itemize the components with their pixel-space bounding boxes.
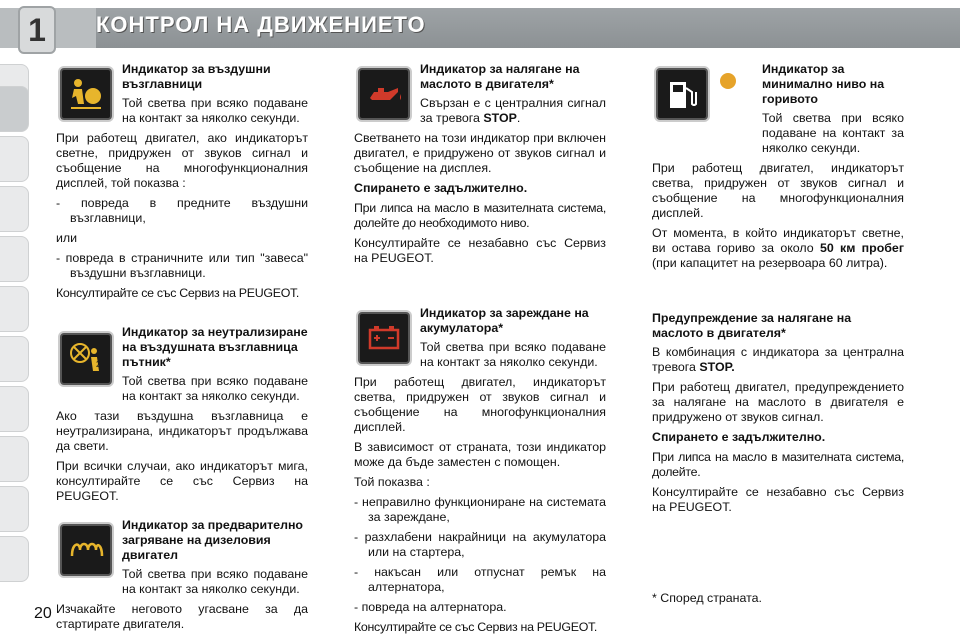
passenger-airbag-off-icon bbox=[60, 333, 112, 385]
fuel-range: 50 км пробег bbox=[819, 241, 904, 255]
oilwarn-title: Предупреждение за налягане на маслото в двигателя* bbox=[652, 311, 852, 340]
oilwarn-p2: При работещ двигател, предупреждението за налягане на маслото в двигателя е придружено от звуков сигнал. bbox=[652, 380, 904, 424]
passenger-airbag-section bbox=[56, 325, 308, 504]
fuel-intro: Той светва при всяко подаване на контакт за няколко секунди. bbox=[762, 111, 904, 155]
airbag-intro: Той светва при всяко подаване на контакт за няколко секунди. bbox=[122, 96, 308, 125]
chapter-tab[interactable] bbox=[0, 536, 29, 582]
battery-li2: - разхлабени накрайници на акумулатора или на стартера, bbox=[354, 530, 606, 559]
chapter-tab[interactable] bbox=[0, 236, 29, 282]
airbag-p1: При работещ двигател, ако индикаторът светне, придружен от звуков сигнал и съобщение на многофункционалния дисплей, той показва : bbox=[56, 131, 308, 190]
header bbox=[0, 0, 960, 60]
column-2 bbox=[354, 62, 606, 640]
airbag-or: или bbox=[56, 231, 78, 245]
footnote: * Според страната. bbox=[652, 591, 762, 605]
oil-intro: Свързан е с централния сигнал за тревога STOP. bbox=[420, 96, 606, 125]
chapter-tab-active[interactable] bbox=[0, 86, 29, 132]
battery-intro: Той светва при всяко подаване на контакт за няколко секунди. bbox=[420, 340, 606, 369]
column-3 bbox=[652, 62, 904, 520]
chapter-tab[interactable] bbox=[0, 386, 29, 432]
chapter-sidebar bbox=[0, 64, 30, 604]
passenger-intro: Той светва при всяко подаване на контакт за няколко секунди. bbox=[122, 374, 308, 403]
page-number: 20 bbox=[34, 605, 52, 622]
oil-p3: Консултирайте се незабавно със Сервиз на PEUGEOT. bbox=[354, 236, 606, 265]
chapter-tab[interactable] bbox=[0, 486, 29, 532]
chapter-tab[interactable] bbox=[0, 136, 29, 182]
airbag-li1: - повреда в предните въздушни възглавници, bbox=[56, 196, 308, 225]
battery-p2: В зависимост от страната, този индикатор може да бъде заместен с помощен. bbox=[354, 440, 606, 469]
glow-intro: Той светва при всяко подаване на контакт за няколко секунди. bbox=[122, 567, 308, 596]
oil-section bbox=[354, 62, 606, 266]
oilwarn-p1: В комбинация с индикатора за централна тревога STOP. bbox=[652, 345, 904, 374]
battery-li3: - накъсан или отпуснат ремък на алтернатора, bbox=[354, 565, 606, 594]
passenger-title: Индикатор за неутрализиране на въздушната възглавница пътник* bbox=[122, 325, 308, 369]
battery-charge-icon bbox=[358, 312, 410, 364]
oil-pressure-icon bbox=[358, 68, 410, 120]
passenger-p1: Ако тази въздушна възглавница е неутрализирана, индикаторът продължава да свети. bbox=[56, 409, 308, 453]
oil-p1: Светването на този индикатор при включен двигател, е придружено от звуков сигнал и съобщение на дисплея. bbox=[354, 131, 606, 175]
oil-p2: При липса на масло в мазителната система, долейте до необходимото ниво. bbox=[354, 201, 606, 230]
passenger-p2: При всички случаи, ако индикаторът мига, консултирайте се със Сервиз на PEUGEOT. bbox=[56, 459, 308, 503]
airbag-warning-icon bbox=[60, 68, 112, 120]
fuel-pump-icon bbox=[656, 68, 708, 120]
fuel-p1: При работещ двигател, индикаторът светва, придружен от звуков сигнал и съобщение на многофункционалния дисплей. bbox=[652, 161, 904, 220]
chapter-tab[interactable] bbox=[0, 286, 29, 332]
stop-label: STOP bbox=[483, 111, 517, 125]
page-title: КОНТРОЛ НА ДВИЖЕНИЕТО bbox=[96, 12, 426, 37]
oil-title: Индикатор за налягане на маслото в двигателя* bbox=[420, 62, 580, 91]
oilwarn-sub: Спирането е задължително. bbox=[652, 430, 826, 444]
oil-warning-section bbox=[652, 311, 904, 515]
glow-plug-section bbox=[56, 518, 308, 632]
battery-li4: - повреда на алтернатора. bbox=[354, 600, 507, 614]
chapter-tab[interactable] bbox=[0, 436, 29, 482]
battery-section bbox=[354, 306, 606, 635]
glow-plug-icon bbox=[60, 524, 112, 576]
chapter-number: 1 bbox=[18, 6, 56, 54]
airbag-section bbox=[56, 62, 308, 301]
airbag-title: Индикатор за въздушни възглавници bbox=[122, 62, 271, 91]
column-1 bbox=[56, 62, 308, 637]
battery-p1: При работещ двигател, индикаторът светва, придружен от звуков сигнал и съобщение на многофункционалния дисплей. bbox=[354, 375, 606, 434]
glow-title: Индикатор за предварително загряване на дизеловия двигател bbox=[122, 518, 304, 562]
battery-li1: - неправилно функциониране на системата за зареждане, bbox=[354, 495, 606, 524]
airbag-li2: - повреда в страничните или тип "завеса" въздушни възглавници. bbox=[56, 251, 308, 280]
battery-p4: Консултирайте се със Сервиз на PEUGEOT. bbox=[354, 620, 598, 634]
chapter-tab[interactable] bbox=[0, 186, 29, 232]
battery-p3: Той показва : bbox=[354, 475, 430, 489]
stop-label: STOP. bbox=[699, 360, 735, 374]
airbag-p2: Консултирайте се със Сервиз на PEUGEOT. bbox=[56, 286, 300, 300]
glow-p1: Изчакайте неговото угасване за да стартирате двигателя. bbox=[56, 602, 308, 631]
oilwarn-p3: При липса на масло в мазителната система, долейте. bbox=[652, 450, 904, 479]
battery-title: Индикатор за зареждане на акумулатора* bbox=[420, 306, 589, 335]
fuel-p2: От момента, в който индикаторът светне, ви остава гориво за около 50 км пробег (при капацитет на резервоара 60 литра). bbox=[652, 226, 904, 270]
oilwarn-p4: Консултирайте се незабавно със Сервиз на PEUGEOT. bbox=[652, 485, 904, 514]
fuel-title: Индикатор за минимално ниво на горивото bbox=[762, 62, 885, 106]
svg-text:2: 2 bbox=[96, 360, 101, 369]
fuel-section bbox=[652, 62, 904, 271]
chapter-tab[interactable] bbox=[0, 336, 29, 382]
oil-sub: Спирането е задължително. bbox=[354, 181, 528, 195]
